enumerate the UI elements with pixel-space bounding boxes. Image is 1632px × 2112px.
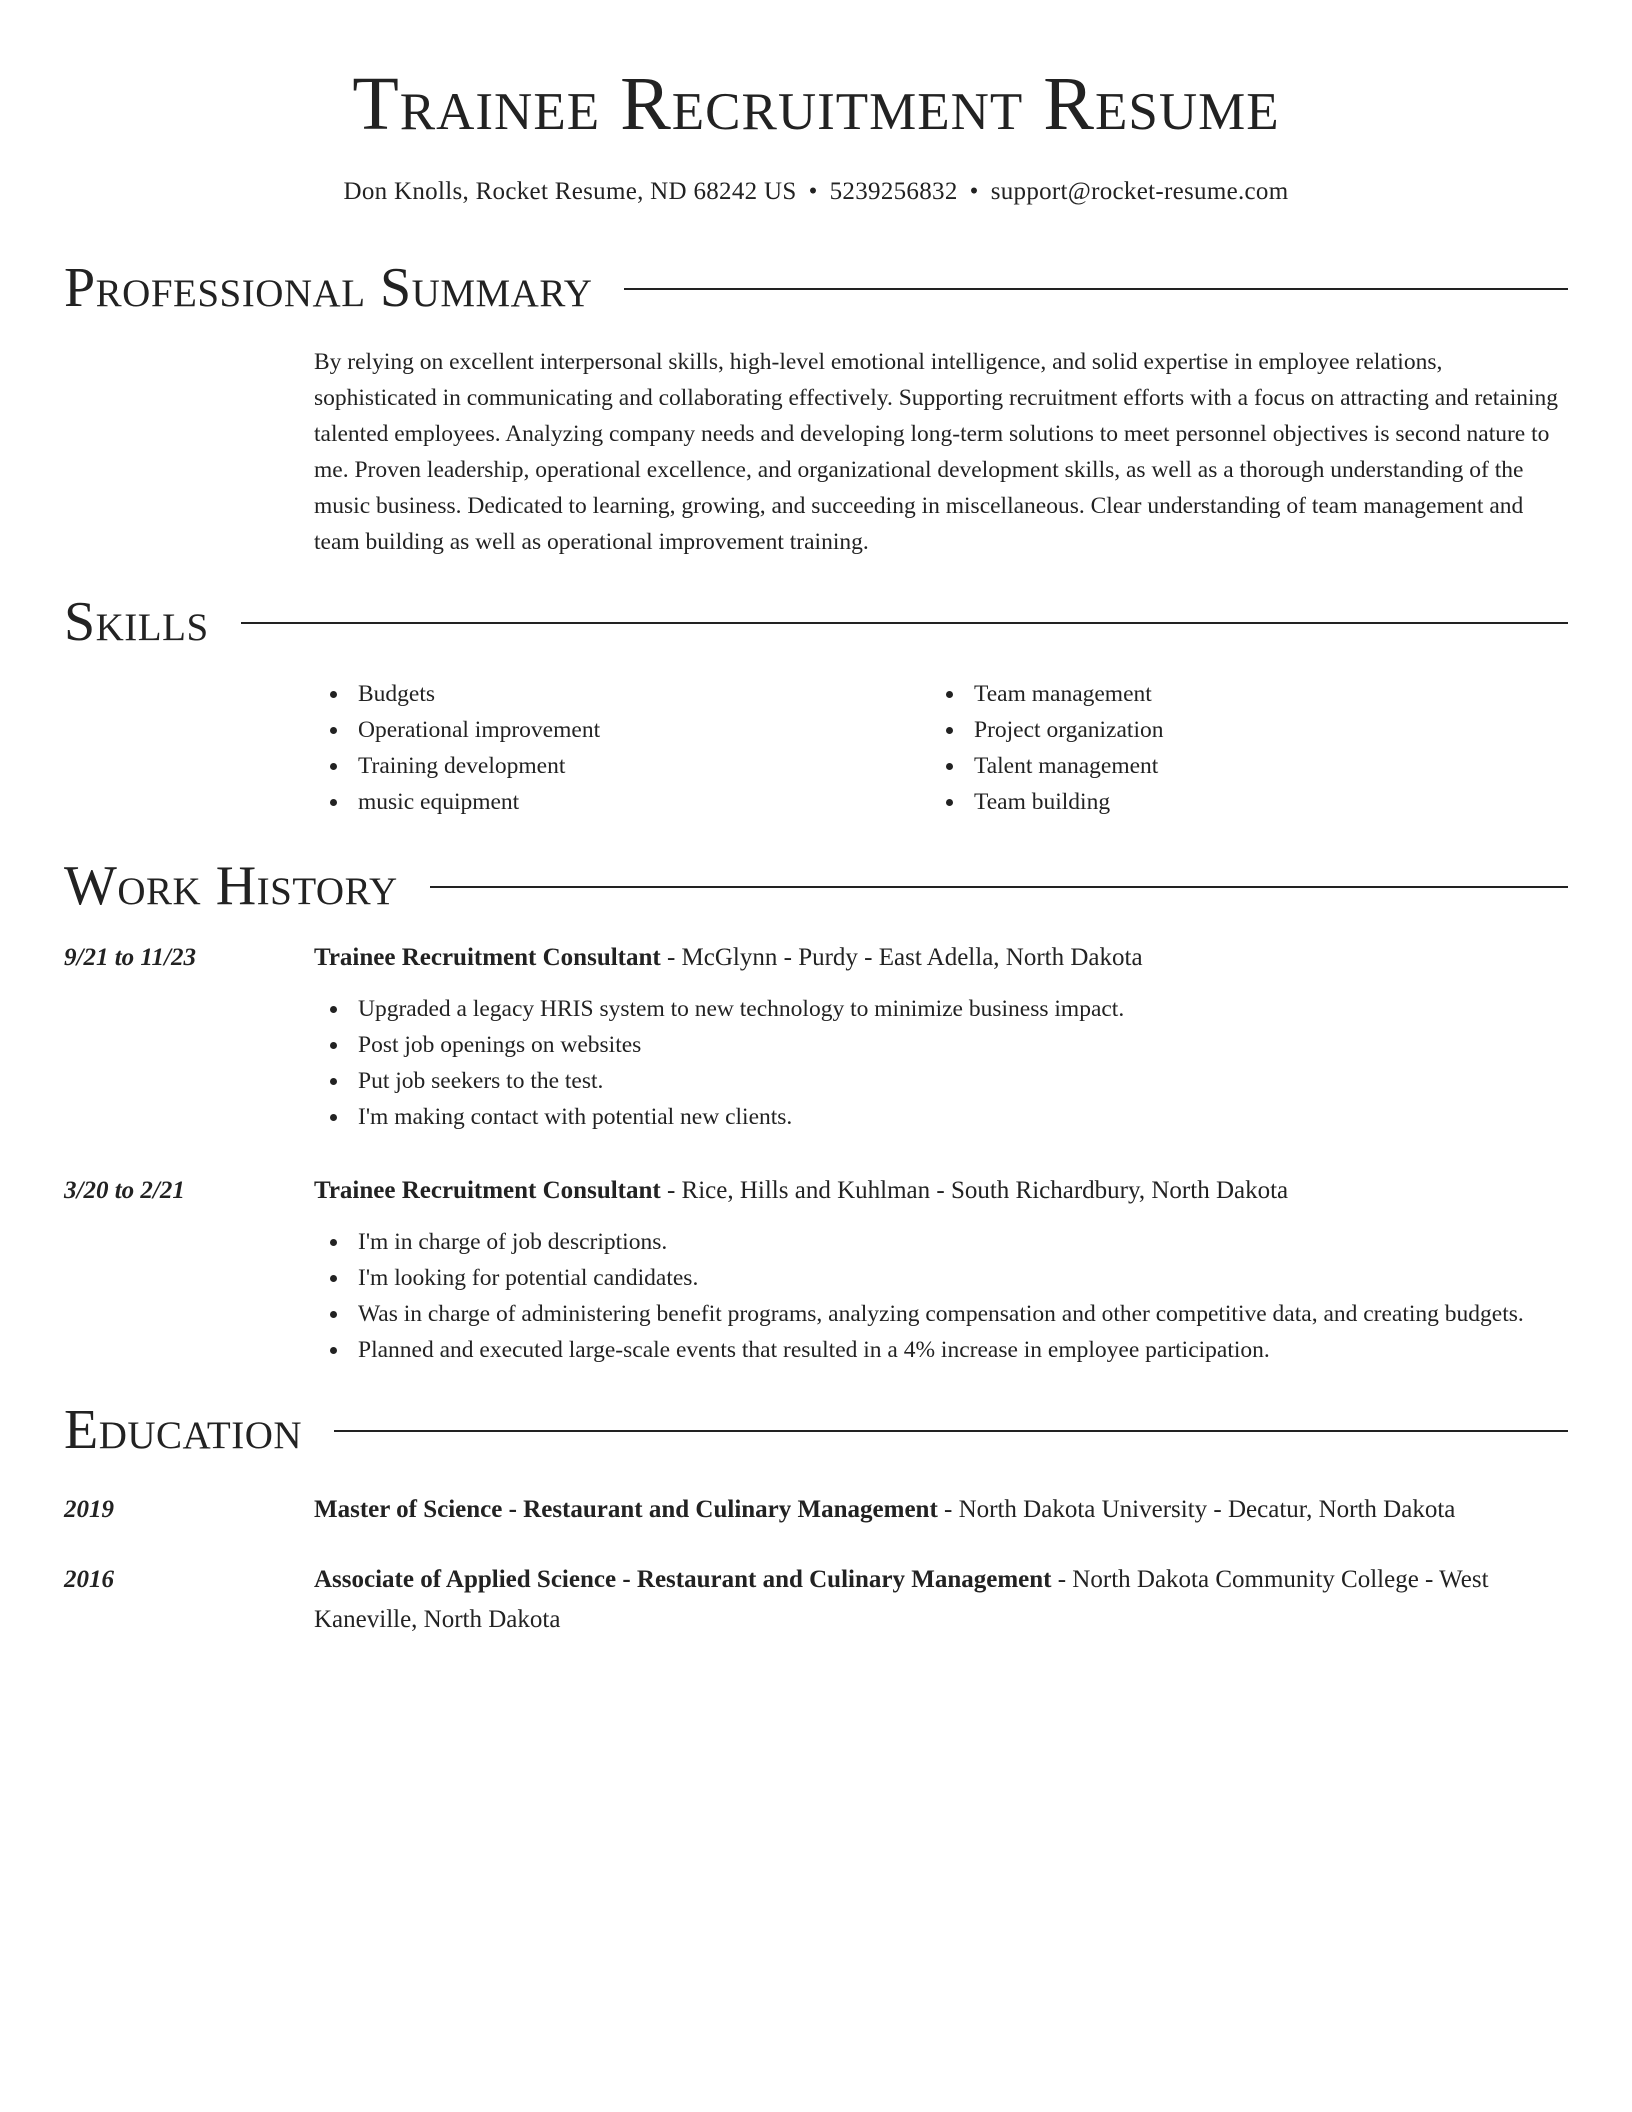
job-bullet: Planned and executed large-scale events that resulted in a 4% increase in employee participation. xyxy=(314,1332,1568,1368)
skill-item: Budgets xyxy=(314,676,930,712)
job-date: 3/20 to 2/21 xyxy=(64,1177,185,1204)
contact-email[interactable]: support@rocket-resume.com xyxy=(990,178,1289,205)
job-bullet: I'm looking for potential candidates. xyxy=(314,1260,1568,1296)
work-section-heading xyxy=(64,854,1568,918)
work-heading: Work History xyxy=(64,855,398,917)
job-bullet: I'm in charge of job descriptions. xyxy=(314,1224,1568,1260)
education-heading-line xyxy=(314,1490,1568,1530)
contact-separator: • xyxy=(808,178,818,205)
section-divider xyxy=(430,886,1568,888)
skills-section-heading xyxy=(64,590,1568,654)
education-entry xyxy=(64,1490,1568,1530)
job-bullet: Was in charge of administering benefit programs, analyzing compensation and other competitive data, and creating budgets. xyxy=(314,1296,1568,1332)
skill-item: Team management xyxy=(930,676,1546,712)
skills-list xyxy=(314,676,1568,820)
education-degree: Master of Science - Restaurant and Culinary Management xyxy=(314,1496,938,1523)
job-bullet: Post job openings on websites xyxy=(314,1027,1568,1063)
education-year: 2019 xyxy=(64,1496,114,1523)
job-date: 9/21 to 11/23 xyxy=(64,944,196,971)
education-heading-line xyxy=(314,1560,1568,1640)
job-bullet: Put job seekers to the test. xyxy=(314,1063,1568,1099)
job-title: Trainee Recruitment Consultant xyxy=(314,1177,661,1204)
skill-item: Team building xyxy=(930,784,1546,820)
skills-column-left xyxy=(314,676,930,820)
education-section-heading xyxy=(64,1398,1568,1462)
contact-separator: • xyxy=(969,178,979,205)
summary-text: By relying on excellent interpersonal skills, high-level emotional intelligence, and solid expertise in employee relations, sophisticated in communicating and collaborating effectively. Supporting recruitment efforts with a focus on attracting and retaining talented employees. Analyzing company needs and developing long-term solutions to meet personnel objectives is second nature to me. Proven leadership, operational excellence, and organizational development skills, as well as a thorough understanding of the music business. Dedicated to learning, growing, and succeeding in miscellaneous. Clear understanding of team management and team building as well as operational improvement training. xyxy=(314,349,1559,555)
education-year: 2016 xyxy=(64,1566,114,1593)
summary-heading: Professional Summary xyxy=(64,257,593,319)
skills-column-right xyxy=(930,676,1546,820)
contact-address: Don Knolls, Rocket Resume, ND 68242 US xyxy=(343,178,797,205)
job-heading xyxy=(314,1175,1568,1207)
skill-item: Operational improvement xyxy=(314,712,930,748)
job-bullets xyxy=(314,1224,1568,1368)
resume-title: Trainee Recruitment Resume xyxy=(352,62,1280,146)
education-heading: Education xyxy=(64,1399,303,1461)
job-details: - McGlynn - Purdy - East Adella, North Dakota xyxy=(660,944,1143,971)
section-divider xyxy=(624,288,1568,290)
job-entry xyxy=(64,942,1568,1135)
contact-line xyxy=(64,176,1568,208)
skills-heading: Skills xyxy=(64,591,209,653)
skill-item: Training development xyxy=(314,748,930,784)
education-details: - North Dakota University - Decatur, North Dakota xyxy=(937,1496,1456,1523)
section-divider xyxy=(334,1430,1568,1432)
skill-item: music equipment xyxy=(314,784,930,820)
education-degree: Associate of Applied Science - Restaurant and Culinary Management xyxy=(314,1566,1052,1593)
skill-item: Project organization xyxy=(930,712,1546,748)
job-heading xyxy=(314,942,1568,974)
job-details: - Rice, Hills and Kuhlman - South Richardbury, North Dakota xyxy=(660,1177,1289,1204)
job-bullet: I'm making contact with potential new clients. xyxy=(314,1099,1568,1135)
education-details: - North Dakota Community College - West Kaneville, North Dakota xyxy=(314,1566,1489,1633)
job-bullets xyxy=(314,991,1568,1135)
section-divider xyxy=(241,622,1568,624)
skill-item: Talent management xyxy=(930,748,1546,784)
job-bullet: Upgraded a legacy HRIS system to new technology to minimize business impact. xyxy=(314,991,1568,1027)
summary-section-heading xyxy=(64,256,1568,320)
contact-phone: 5239256832 xyxy=(829,178,958,205)
job-title: Trainee Recruitment Consultant xyxy=(314,944,661,971)
education-entry xyxy=(64,1560,1568,1640)
job-entry xyxy=(64,1175,1568,1368)
